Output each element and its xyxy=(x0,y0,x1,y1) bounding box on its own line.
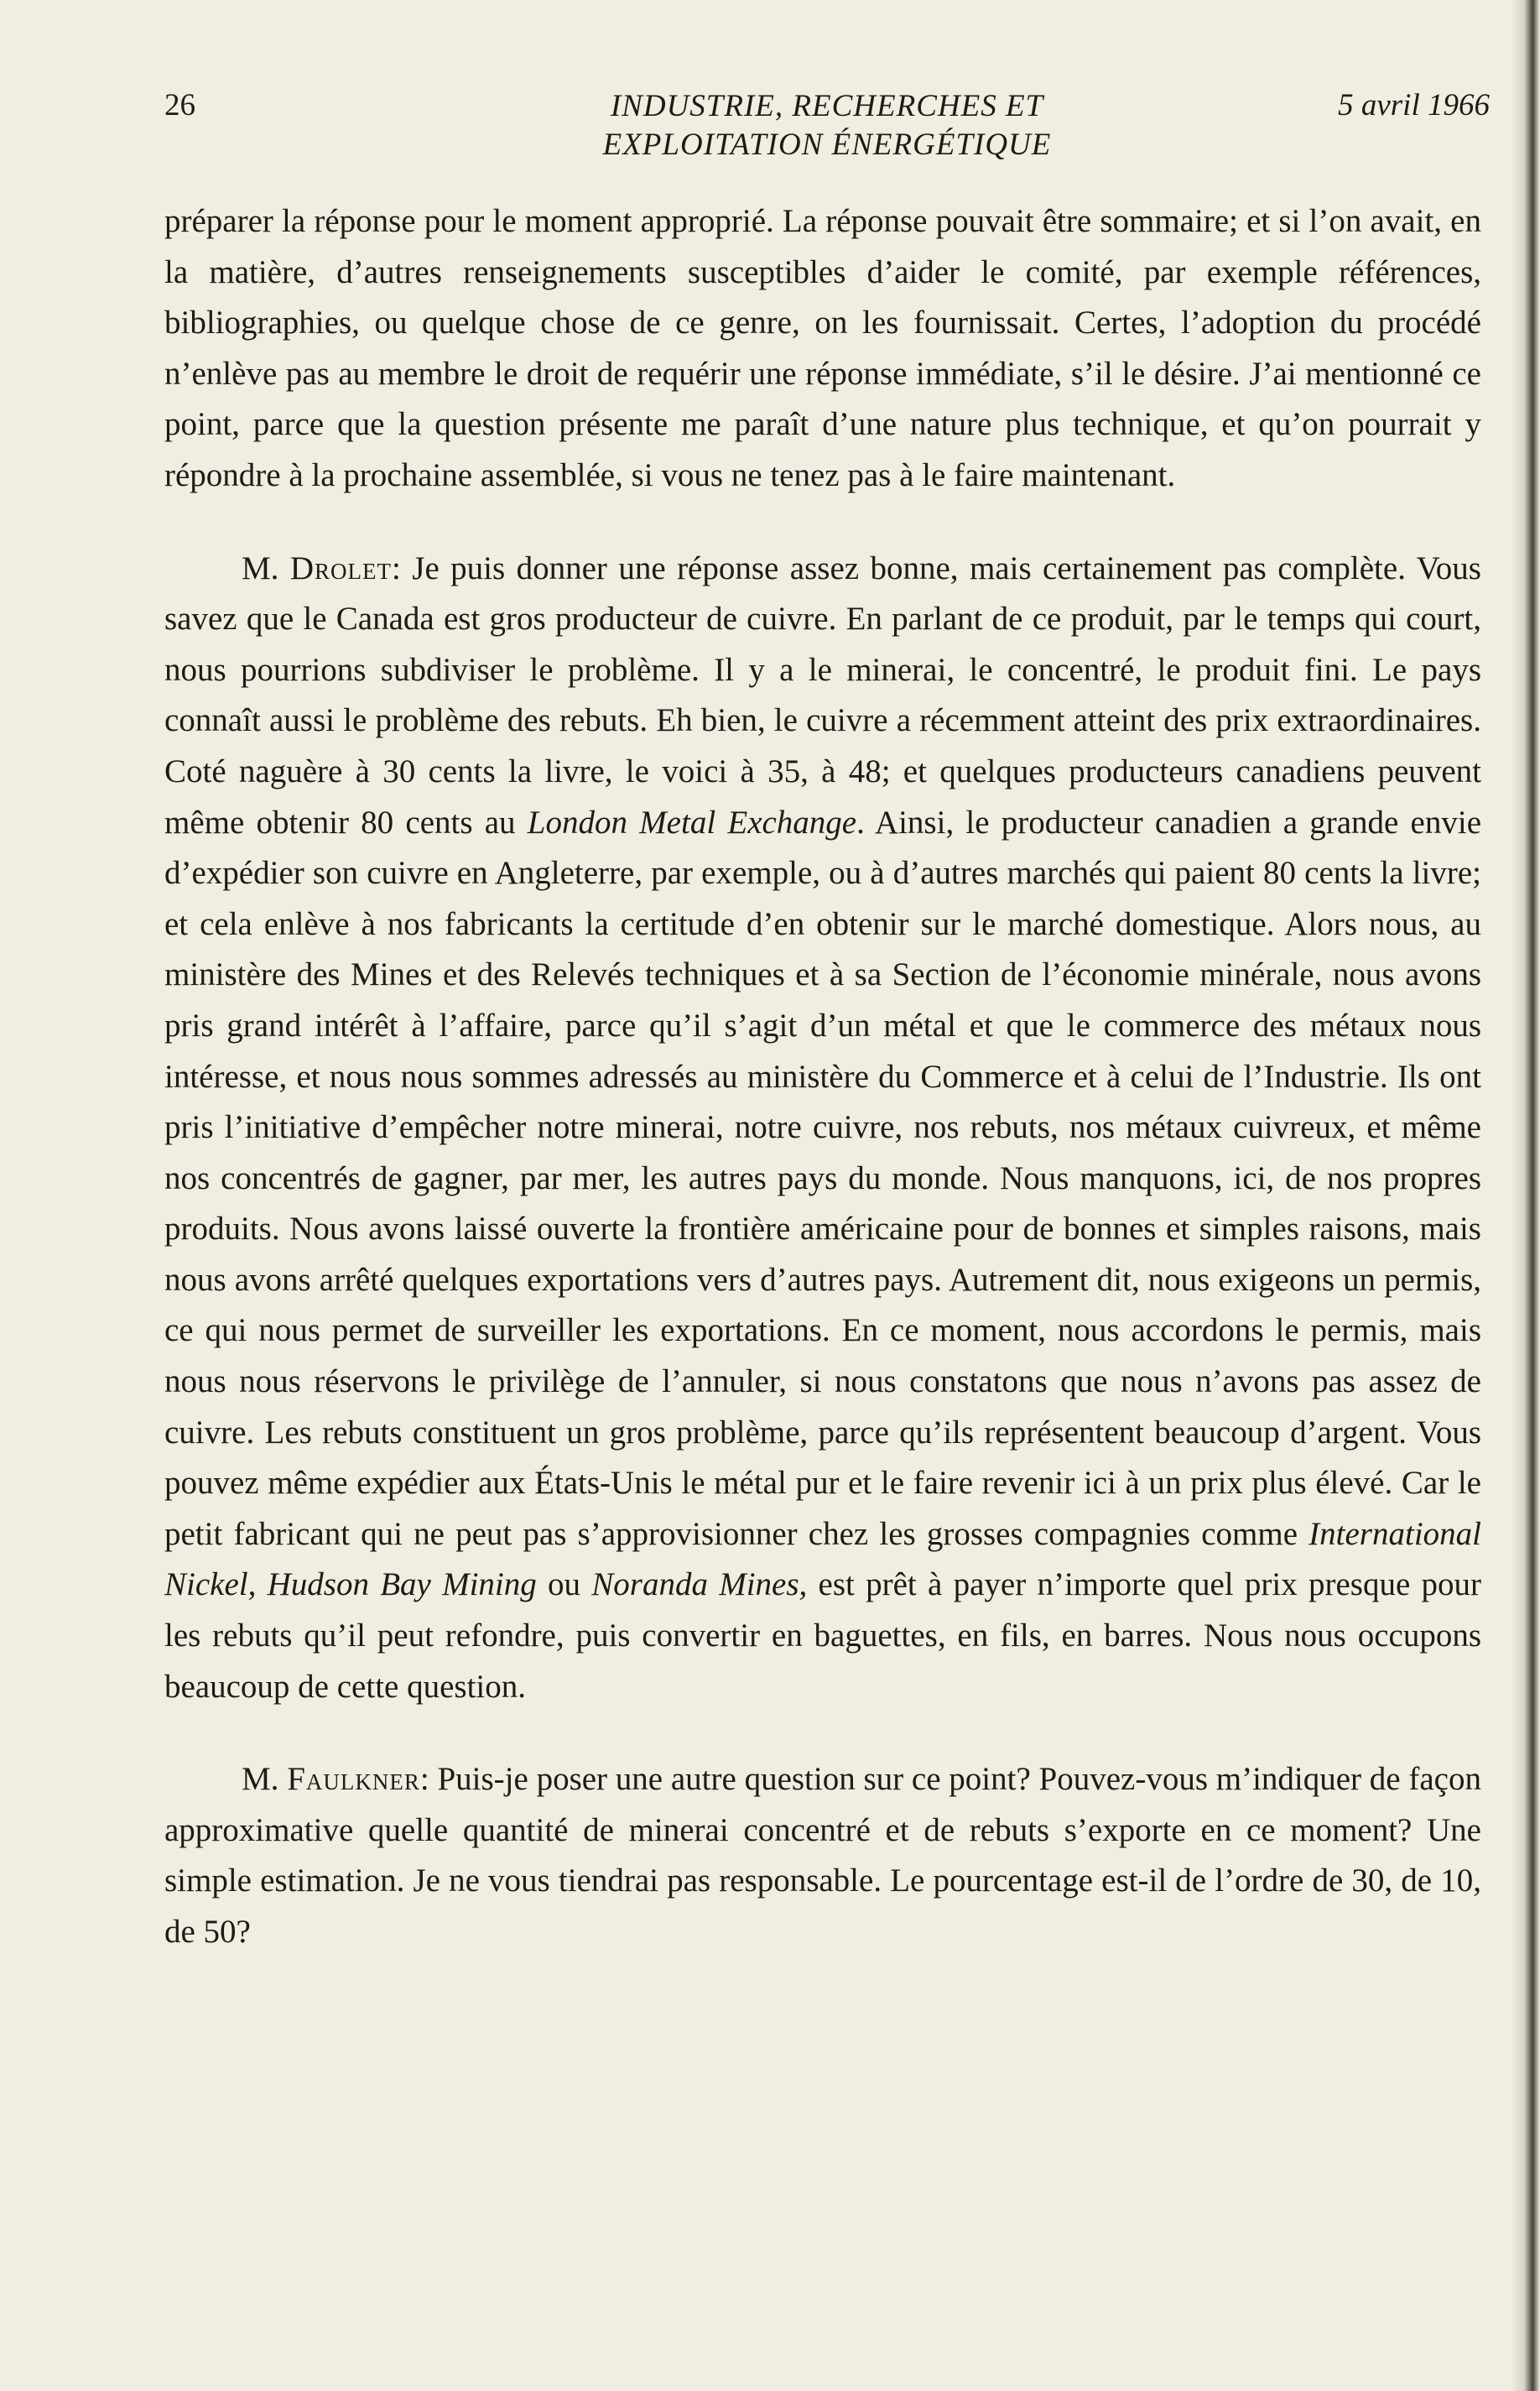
paragraph-text: : Puis-je poser une autre question sur ce point? Pouvez-vous m’indiquer de façon approximative quelle quantité de minerai concentré et de rebuts s’exporte en ce moment? Une simple estimation. Je ne vous tiendrai pas responsable. Le pourcentage est-il de l’ordre de 30, de 10, de 50? xyxy=(164,1761,1481,1950)
speaker-prefix: M. xyxy=(242,1761,288,1798)
paragraph-text: est prêt à payer n’importe quel prix presque pour les rebuts qu’il peut refondre, puis convertir en baguettes, en fils, en barres. Nous nous occupons beaucoup de cette question. xyxy=(164,1566,1482,1705)
paragraph-continuation: préparer la réponse pour le moment approprié. La réponse pouvait être sommaire; et si l’on avait, en la matière, d’autres renseignements susceptibles d’aider le comité, par exemple références, bibliographies, ou quelque chose de ce genre, on les fournissait. Certes, l’adoption du procédé n’enlève pas au membre le droit de requérir une réponse immédiate, s’il le désire. J’ai mentionné ce point, parce que la question présente me paraît d’une nature plus technique, et qu’on pourrait y répondre à la prochaine assemblée, si vous ne tenez pas à le faire maintenant. xyxy=(164,203,1481,493)
italic-term: International Nickel, Hudson Bay Mining xyxy=(164,1515,1481,1603)
speaker-prefix: M. xyxy=(242,550,290,586)
paragraph-faulkner xyxy=(164,1754,1481,1957)
page-edge-shadow xyxy=(1511,0,1540,2391)
speaker-name: Drolet xyxy=(289,550,393,586)
body-text xyxy=(164,196,1481,1958)
running-title-line-2: EXPLOITATION ÉNERGÉTIQUE xyxy=(602,128,1052,162)
paragraph-drolet xyxy=(164,544,1481,1713)
paragraph-text: . Ainsi, le producteur canadien a grande envie d’expédier son cuivre en Angleterre, par exemple, ou à d’autres marchés qui paient 80 cents la livre; et cela enlève à nos fabricants la certitude d’en obtenir sur le marché domestique. Alors nous, au ministère des Mines et des Relevés techniques et à sa Section de l’économie minérale, nous avons pris grand intérêt à l’affaire, parce qu’il s’agit d’un métal et que le commerce des métaux nous intéresse, et nous nous sommes adressés au ministère du Commerce et à celui de l’Industrie. Ils ont pris l’initiative d’empêcher notre minerai, notre cuivre, nos rebuts, nos métaux cuivreux, et même nos concentrés de gagner, par mer, les autres pays du monde. Nous manquons, ici, de nos propres produits. Nous avons laissé ouverte la frontière américaine pour de bonnes et simples raisons, mais nous avons arrêté quelques exportations vers d’autres pays. Autrement dit, nous exigeons un permis, ce qui nous permet de surveiller les exportations. En ce moment, nous accordons le permis, mais nous nous réservons le privilège de l’annuler, si nous constatons que nous n’avons pas assez de cuivre. Les rebuts constituent un gros problème, parce qu’ils représentent beaucoup d’argent. Vous pouvez même expédier aux États-Unis le métal pur et le faire revenir ici à un prix plus élevé. Car le petit fabricant qui ne peut pas s’approvisionner chez les grosses compagnies comme xyxy=(164,804,1482,1552)
paragraph-text: : Je puis donner une réponse assez bonne, mais certainement pas complète. Vous savez que le Canada est gros producteur de cuivre. En parlant de ce produit, par le temps qui court, nous pourrions subdiviser le problème. Il y a le minerai, le concentré, le produit fini. Le pays connaît aussi le problème des rebuts. Eh bien, le cuivre a récemment atteint des prix extraordinaires. Coté naguère à 30 cents la livre, le voici à 35, à 48; et quelques producteurs canadiens peuvent même obtenir 80 cents au xyxy=(164,550,1481,841)
page-header xyxy=(164,82,1490,175)
running-title-line-1: INDUSTRIE, RECHERCHES ET xyxy=(610,89,1044,123)
running-title xyxy=(164,87,1490,164)
speaker-name: Faulkner xyxy=(287,1761,420,1798)
page-number: 26 xyxy=(164,88,195,122)
italic-term: London Metal Exchange xyxy=(527,804,857,841)
paragraph-text: ou xyxy=(536,1566,592,1603)
italic-term: Noranda Mines, xyxy=(591,1566,808,1603)
header-date: 5 avril 1966 xyxy=(1338,88,1490,122)
